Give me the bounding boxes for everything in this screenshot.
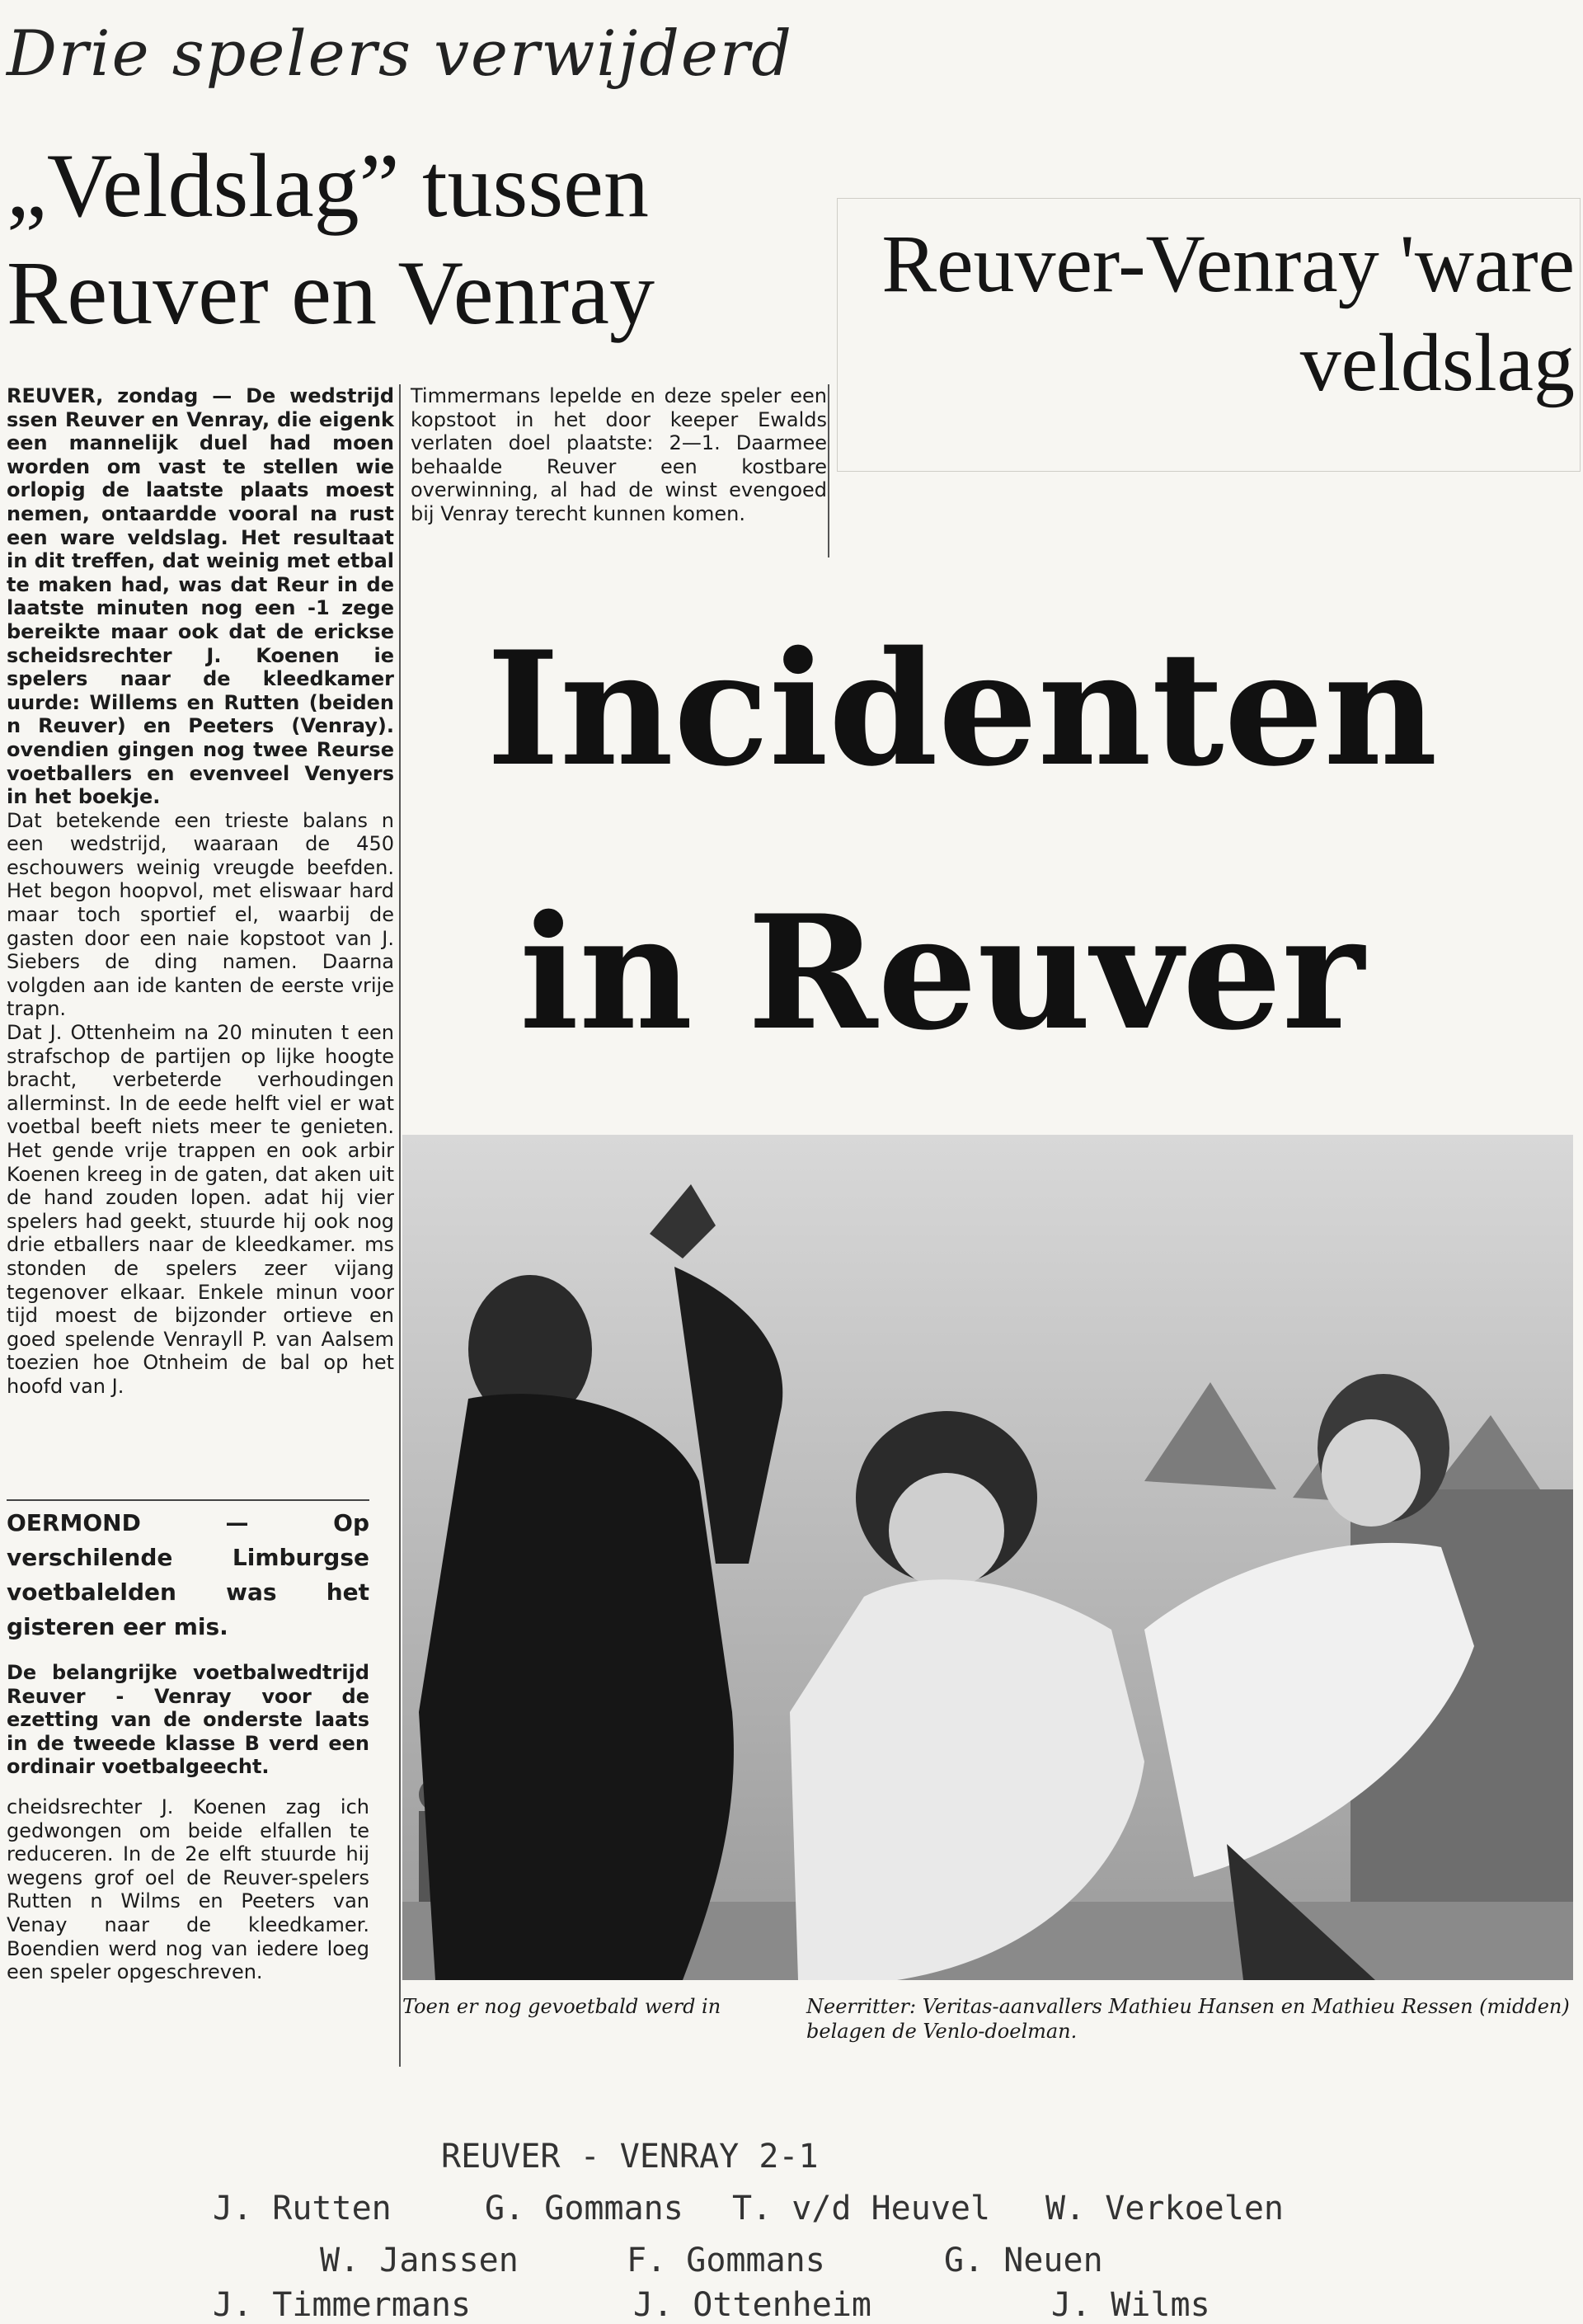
lineup-title: REUVER - VENRAY 2-1 (441, 2138, 819, 2176)
big-headline-line-2: in Reuver (519, 881, 1365, 1065)
article-paragraph: OERMOND — Op verschilende Limburgse voetbalelden was het gisteren eer mis. (7, 1509, 369, 1640)
article-paragraph: cheidsrechter J. Koenen zag ich gedwongen om beide elfallen te reduceren. In de 2e elft stuurde hij wegens grof oel de Reuver-spelers Rutten n Wilms en Peeters van Venay naar de kleedkamer. Boendien werd nog van iedere loeg een speler opgeschreven. (7, 1795, 369, 1984)
match-photo-image (402, 1135, 1573, 1980)
headline-left: „Veldslag” tussen Reuver en Venray (7, 135, 655, 343)
photo-caption-right: Neerritter: Veritas-aanvallers Mathieu Hansen en Mathieu Ressen (midden) belagen de Venlo-doelman. (806, 1995, 1570, 2043)
headline-right: Reuver-Venray 'ware veldslag (881, 218, 1575, 408)
column-divider (399, 384, 401, 2067)
article-paragraph: Dat J. Ottenheim na 20 minuten t een strafschop de partijen op lijke hoogte bracht, verbeterde verhoudingen allerminst. In de eede helft viel er wat voetbal beeft niets meer te genieten. Het gende vrije trappen en ook arbir Koenen kreeg in de gaten, dat aken uit de hand zouden lopen. adat hij vier spelers had geekt, stuurde hij ook nog drie etballers naar de kleedkamer. ms stonden de spelers zeer vijang tegenover elkaar. Enkele minun voor tijd moest de bijzonder ortieve en goed spelende Venrayll P. van Aalsem toezien hoe Otnheim de bal op het hoofd van J. (7, 1021, 394, 1398)
lineup-player: F. Gommans (627, 2242, 825, 2279)
lineup-player: J. Timmermans (213, 2286, 472, 2324)
article-paragraph: REUVER, zondag — De wedstrijd ssen Reuver en Venray, die eigenk een mannelijk duel had moen worden om vast te stellen wie orlopig de laatste plaats moest nemen, ontaardde vooral na rust een ware veldslag. Het resultaat in dit treffen, dat weinig met etbal te maken had, was dat Reur in de laatste minuten nog een -1 zege bereikte maar ook dat de erickse scheidsrechter J. Koenen ie spelers naar de kleedkamer uurde: Willems en Rutten (beiden n Reuver) en Peeters (Venray). ovendien gingen nog twee Reurse voetballers en evenveel Venyers in het boekje. (7, 384, 394, 809)
lineup-player: J. Rutten (213, 2190, 392, 2228)
photo-caption-left: Toen er nog gevoetbald werd in (402, 1995, 721, 2018)
column-divider (828, 384, 829, 557)
lineup-player: W. Janssen (320, 2242, 519, 2279)
article-paragraph: Timmermans lepelde en deze speler een kopstoot in het door keeper Ewalds verlaten doel plaatste: 2—1. Daarmee behaalde Reuver een kostbare overwinning, al had de winst evengoed bij Venray terecht kunnen komen. (411, 384, 827, 525)
lineup-player: J. Ottenheim (633, 2286, 871, 2324)
article-column-2 (411, 384, 827, 526)
lineup-player: T. v/d Heuvel (732, 2190, 991, 2228)
lineup-player: W. Verkoelen (1045, 2190, 1284, 2228)
big-headline-line-1: Incidenten (486, 617, 1438, 801)
lineup-player: G. Gommans (485, 2190, 683, 2228)
lineup-player: J. Wilms (1051, 2286, 1210, 2324)
article-short (7, 1499, 369, 1984)
article-paragraph: Dat betekende een trieste balans n een wedstrijd, waaraan de 450 eschouwers weinig vreugde beefden. Het begon hoopvol, met eliswaar hard maar toch sportief el, waarbij de gasten door een naie kopstoot van J. Siebers de ding namen. Daarna volgden aan ide kanten de eerste vrije trapn. (7, 808, 394, 1021)
article-column-1 (7, 384, 394, 1399)
match-photo (402, 1135, 1573, 1980)
kicker-subtitle: Drie spelers verwijderd (7, 16, 793, 90)
lineup-player: G. Neuen (944, 2242, 1103, 2279)
article-paragraph: De belangrijke voetbalwedtrijd Reuver - Venray voor de ezetting van de onderste laats in de tweede klasse B verd een ordinair voetbalgeecht. (7, 1661, 369, 1779)
